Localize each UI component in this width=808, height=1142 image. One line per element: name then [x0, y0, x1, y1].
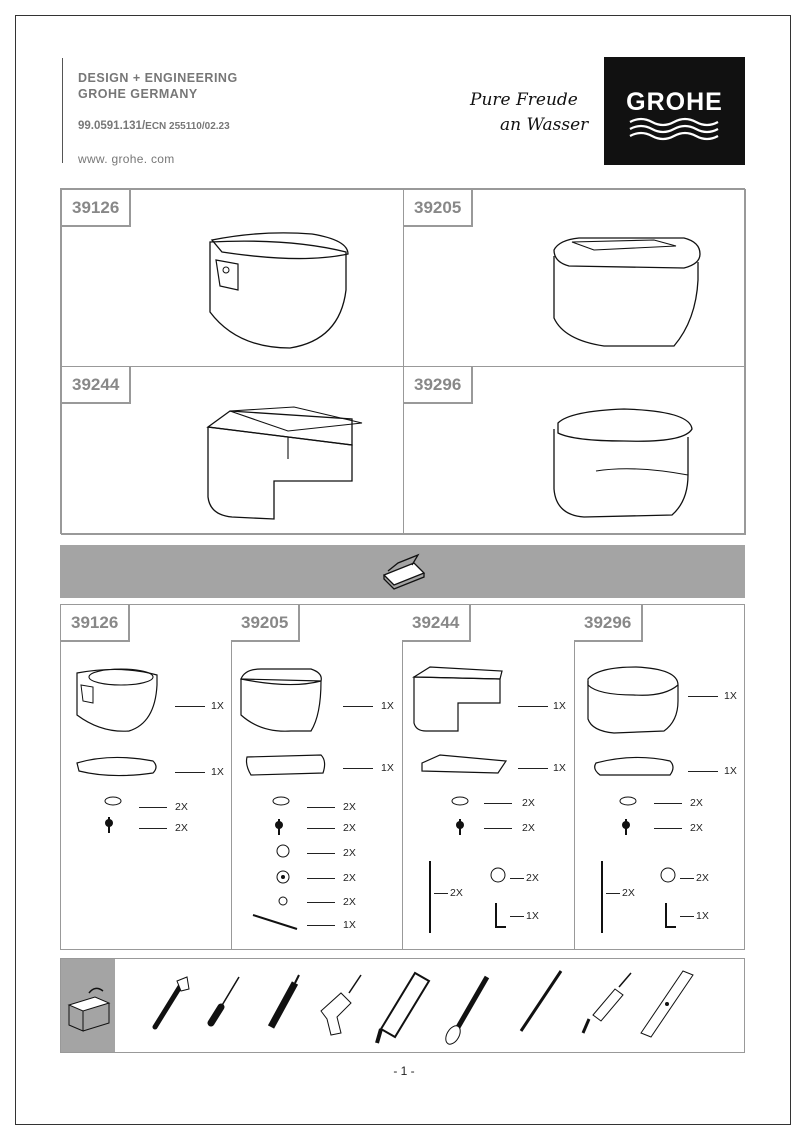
wrench-icon	[155, 977, 189, 1027]
file-icon	[443, 977, 487, 1047]
brand-slogan	[470, 88, 588, 138]
qty-label: 2X	[343, 896, 356, 908]
toolbox-panel	[61, 959, 115, 1052]
parts-illustrations	[402, 605, 574, 949]
qty-leader	[139, 807, 167, 808]
header-line-1: DESIGN + ENGINEERING	[78, 71, 238, 85]
model-cell-39296	[403, 366, 746, 535]
qty-label: 1X	[724, 765, 737, 777]
slogan-line-1: Pure Freude	[470, 90, 578, 110]
parts-column-39205	[231, 605, 403, 949]
parts-column-39244	[402, 605, 575, 949]
qty-label: 2X	[450, 887, 463, 899]
hacksaw-icon	[377, 973, 429, 1043]
ruler-icon	[521, 971, 561, 1031]
model-tag: 39244	[402, 605, 471, 642]
toolbox-icon	[61, 959, 115, 1052]
model-tag: 39296	[404, 367, 473, 404]
qty-leader	[510, 916, 524, 917]
qty-label: 1X	[343, 919, 356, 931]
screwdriver-icon	[211, 977, 239, 1023]
qty-label: 2X	[696, 872, 709, 884]
model-tag: 39296	[574, 605, 643, 642]
model-tag: 39244	[62, 367, 131, 404]
qty-leader	[139, 828, 167, 829]
pencil-icon	[271, 975, 299, 1027]
qty-label: 2X	[526, 872, 539, 884]
qty-label: 1X	[381, 700, 394, 712]
qty-label: 1X	[724, 690, 737, 702]
qty-leader	[510, 878, 524, 879]
qty-label: 2X	[343, 801, 356, 813]
qty-leader	[307, 925, 335, 926]
qty-label: 2X	[522, 797, 535, 809]
qty-label: 2X	[175, 822, 188, 834]
model-tag: 39126	[61, 605, 130, 642]
qty-label: 1X	[211, 766, 224, 778]
parts-column-39296	[574, 605, 744, 949]
qty-leader	[307, 807, 335, 808]
qty-label: 1X	[211, 700, 224, 712]
model-tag: 39126	[62, 190, 131, 227]
qty-label: 2X	[522, 822, 535, 834]
qty-leader	[484, 828, 512, 829]
qty-label: 2X	[175, 801, 188, 813]
package-contents-band	[60, 545, 745, 598]
model-tag: 39205	[231, 605, 300, 642]
qty-leader	[688, 696, 718, 697]
model-cell-39205	[403, 189, 746, 367]
parts-illustrations	[574, 605, 744, 949]
qty-leader	[307, 853, 335, 854]
qty-label: 1X	[526, 910, 539, 922]
qty-leader	[343, 706, 373, 707]
qty-leader	[606, 893, 620, 894]
qty-label: 2X	[622, 887, 635, 899]
qty-label: 2X	[690, 797, 703, 809]
qty-leader	[307, 828, 335, 829]
qty-leader	[688, 771, 718, 772]
spirit-level-icon	[641, 971, 693, 1037]
qty-leader	[307, 902, 335, 903]
qty-leader	[343, 768, 373, 769]
page-number: - 1 -	[393, 1064, 415, 1078]
qty-leader	[518, 768, 548, 769]
qty-leader	[175, 772, 205, 773]
caulk-gun-icon	[583, 973, 631, 1033]
qty-leader	[654, 803, 682, 804]
qty-label: 1X	[696, 910, 709, 922]
qty-label: 2X	[343, 872, 356, 884]
tool-icons	[115, 959, 745, 1052]
model-cell-39126	[61, 189, 404, 367]
model-overview-grid	[60, 188, 745, 534]
parts-illustrations	[61, 605, 231, 949]
qty-label: 1X	[381, 762, 394, 774]
logo-text: GROHE	[626, 88, 723, 116]
header-rule	[62, 58, 63, 163]
qty-label: 2X	[343, 822, 356, 834]
qty-leader	[654, 828, 682, 829]
grohe-logo	[604, 57, 745, 165]
parts-column-39126	[61, 605, 232, 949]
model-cell-39244	[61, 366, 404, 535]
qty-leader	[680, 878, 694, 879]
parts-list-panel	[60, 604, 745, 950]
model-tag: 39205	[404, 190, 473, 227]
ecn-number: ECN 255110/02.23	[145, 121, 230, 132]
qty-leader	[434, 893, 448, 894]
qty-label: 1X	[553, 762, 566, 774]
doc-number-main: 99.0591.131/	[78, 120, 146, 132]
qty-leader	[518, 706, 548, 707]
water-waves-icon	[630, 119, 720, 141]
website-link[interactable]: www. grohe. com	[78, 152, 175, 166]
box-contents-icon	[378, 549, 438, 599]
parts-illustrations	[231, 605, 402, 949]
qty-label: 2X	[343, 847, 356, 859]
doc-number	[78, 120, 230, 132]
qty-leader	[680, 916, 694, 917]
header-line-2: GROHE GERMANY	[78, 87, 198, 101]
drill-icon	[321, 975, 361, 1035]
qty-label: 1X	[553, 700, 566, 712]
qty-leader	[175, 706, 205, 707]
qty-leader	[307, 878, 335, 879]
required-tools-panel	[60, 958, 745, 1053]
slogan-line-2: an Wasser	[500, 115, 589, 135]
qty-label: 2X	[690, 822, 703, 834]
qty-leader	[484, 803, 512, 804]
